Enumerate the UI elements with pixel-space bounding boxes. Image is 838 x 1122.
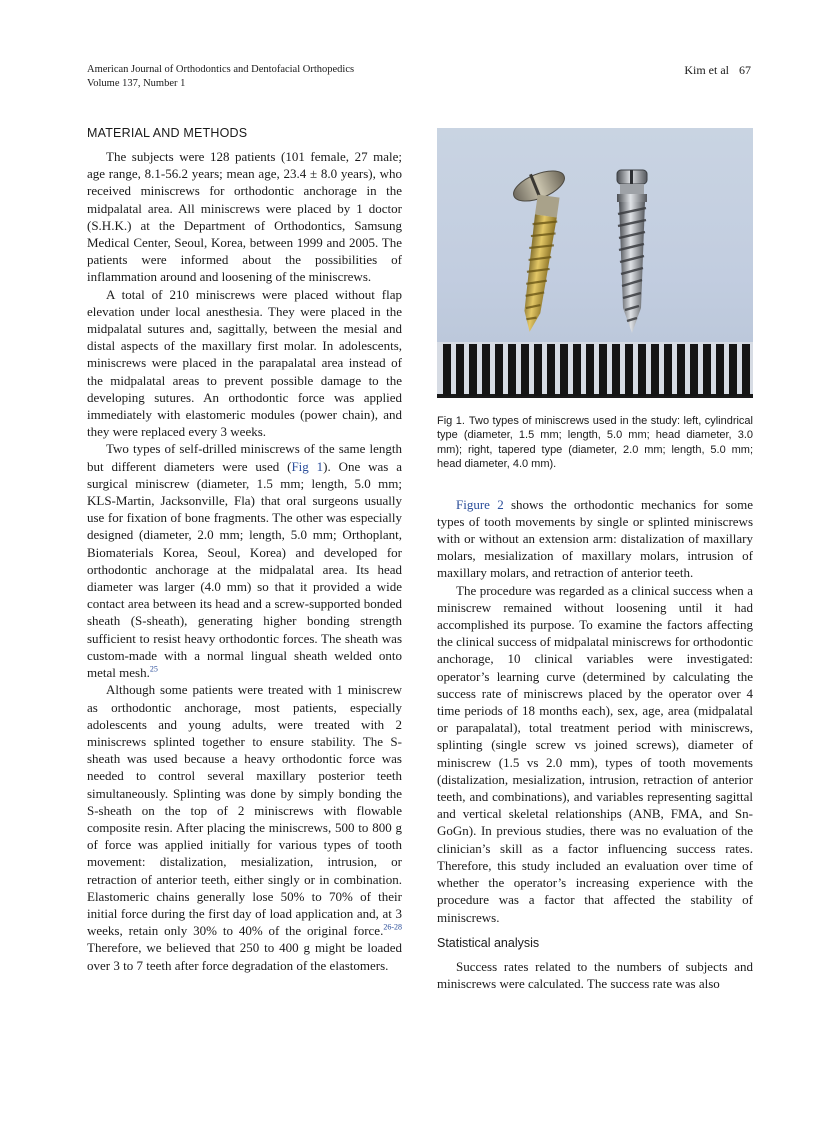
left-column [87,124,402,974]
citation-25[interactable]: 25 [149,664,158,674]
paragraph-miniscrew-types [87,440,402,681]
page-number: 67 [739,63,751,77]
figure-1-link[interactable]: Fig 1 [291,458,324,474]
tapered-miniscrew [617,170,647,333]
section-heading: MATERIAL AND METHODS [87,126,248,140]
figure-2-link[interactable]: Figure 2 [456,496,504,512]
running-header [87,63,751,95]
measurement-ruler [437,342,753,398]
subsection-heading-statistical-analysis: Statistical analysis [437,935,540,950]
paragraph-subjects: The subjects were 128 patients (101 female, 27 male; age range, 8.1-56.2 years; mean age, 23.4 ± 8.0 years), who received miniscrews for orthodontic anchorage in the midpalatal area. All miniscrews were placed by 1 doctor (S.H.K.) at the Department of Orthodontics, Samsung Medical Center, Seoul, Korea, between 1999 and 2005. The patients were informed about the possibilities of inflammation around and loosening of the miniscrews. [87,149,402,285]
journal-volume: Volume 137, Number 1 [87,78,186,89]
paragraph-placement: A total of 210 miniscrews were placed without flap elevation under local anesthesia. They were placed in the midpalatal sutures and, sagittally, between the mesial and distal aspects of the maxillary first molar. In adolescents, miniscrews were placed in the parapalatal area instead of the midpalatal areas to prevent possible damage to the developing sutures. An orthodontic force was applied immediately with elastomeric modules (power chain), and they were replaced every 3 weeks. [87,286,402,440]
journal-title: American Journal of Orthodontics and Dentofacial Orthopedics [87,64,355,75]
paragraph-text: Although some patients were treated with 1 miniscrew as orthodontic anchorage, most patients, especially adolescents and young adults, were treated with 2 miniscrews splinted together to ensure stability. The S-sheath was used because a heavy orthodontic force was needed to control several maxillary posterior teeth simultaneously. Splinting was done by simply bonding the S-sheath on the top of 2 miniscrews with flowable composite resin. After placing the miniscrews, 500 to 800 g of force was applied initially for various types of tooth movement: distalization, mesialization, intrusion, or retraction of anterior teeth, either singly or in combination. Elastomeric chains generally lose 50% to 70% of their initial force during the first day of load application and, at 3 weeks, retain only 30% to 40% of the original force. [87,682,402,939]
paragraph-text: ). One was a surgical miniscrew (diameter, 1.5 mm; length, 5.0 mm; KLS-Martin, Jacksonville, Fla) that oral surgeons usually use for fixation of bone fragments. The other was especially designed (diameter, 2.0 mm; length, 5.0 mm; Orthoplant, Biomaterials Korea, Seoul, Korea) and developed for orthodontic anchorage at the midpalatal area. Its head diameter was larger (4.0 mm) so that it provided a wide contact area between its head and a screw-supported bonded sheath (S-sheath), generating higher bonding strength sufficient to resist heavy orthodontic forces. The sheath was custom-made with a normal lingual sheath welded onto metal mesh. [87,458,402,681]
paragraph-text: Two types of self-drilled miniscrews of the same length but different diameters were used ( [87,441,402,474]
author-running-head: Kim et al [684,63,729,77]
cylindrical-miniscrew [509,165,568,334]
paragraph-mechanics [437,496,753,582]
citation-26-28[interactable]: 26-28 [383,922,402,932]
miniscrews-photo [437,128,753,398]
figure-label: Fig 1. [437,415,465,427]
journal-info [87,63,354,91]
paragraph-text: shows the orthodontic mechanics for some types of tooth movements by single or splinted miniscrews with or without an extension arm: distalization of maxillary molars, mesialization of maxillary molars, intrusion of maxillary molars, and retraction of anterior teeth. [437,496,753,581]
paragraph-statistics: Success rates related to the numbers of subjects and miniscrews were calculated. The success rate was also [437,958,753,991]
right-column [437,128,753,992]
paragraph-clinical-success: The procedure was regarded as a clinical success when a miniscrew remained without loosening until it had accomplished its purpose. To examine the factors affecting the clinical success of midpalatal miniscrews for orthodontic anchorage, 10 clinical variables were investigated: operator’s learning curve (determined by calculating the success rate of miniscrews placed by the operator over 4 time periods of 18 months each), sex, age, area (midpalatal or parapalatal), total treatment period with miniscrews, splinting (single screw vs joined screws), diameter of miniscrew (1.5 vs 2.0 mm), types of tooth movements (distalization, mesialization, intrusion, retraction of anterior teeth, and combinations), and variables representing sagittal and vertical skeletal relationships (ANB, FMA, and Sn-GoGn). In previous studies, there was no evaluation of the clinician’s skill as a factor influencing success rates. Therefore, this study included an evaluation over time of whether the operator’s increasing experience with the procedure was a factor that affected the stability of miniscrews. [437,582,753,925]
caption-text: Two types of miniscrews used in the study: left, cylindrical type (diameter, 1.5 mm; length, 5.0 mm; head diameter, 3.0 mm); right, tapered type (diameter, 2.0 mm; length, 5.0 mm; head diameter, 4.0 mm). [437,415,753,471]
figure-1-caption [437,414,753,472]
figure-1-image [437,128,753,398]
page-reference [684,63,751,77]
paragraph-text: Therefore, we believed that 250 to 400 g might be loaded over 3 to 7 teeth after force degradation of the elastomers. [87,940,402,973]
paragraph-splinting [87,681,402,973]
